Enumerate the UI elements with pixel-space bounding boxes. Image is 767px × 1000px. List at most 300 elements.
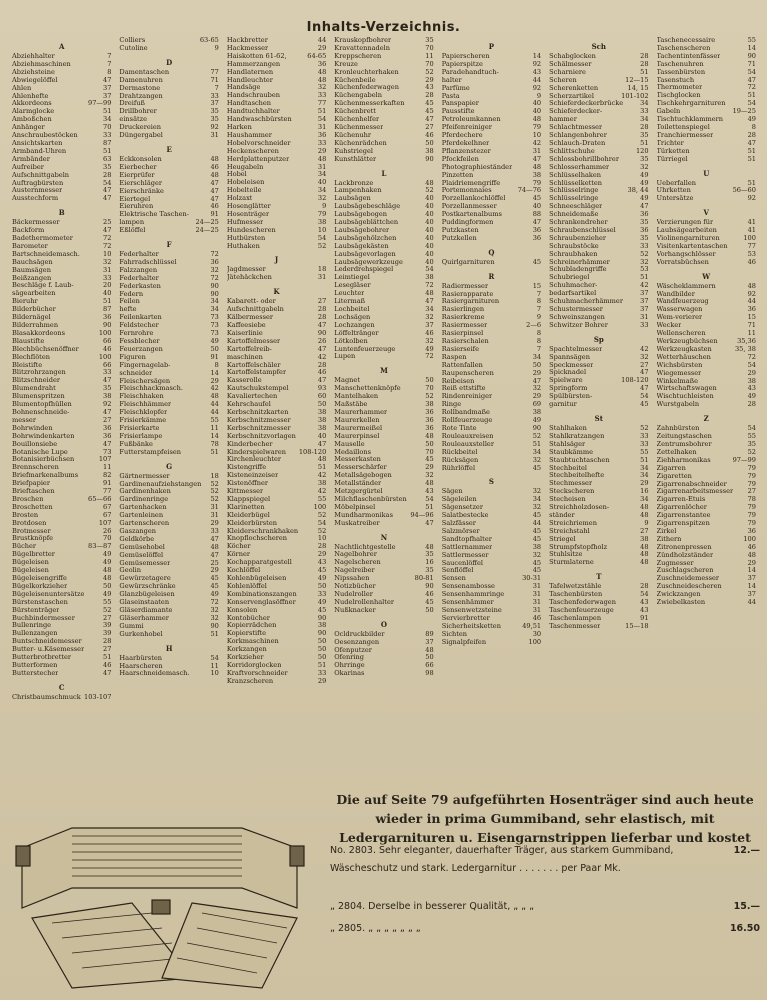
- entry-page: 47: [640, 368, 649, 377]
- entry-name: Werkzeugkasten: [656, 345, 712, 353]
- entry-page: 90: [210, 281, 219, 290]
- entry-name: Bildernägel: [12, 314, 51, 322]
- entry-page: 36: [103, 313, 112, 322]
- index-entry: [442, 140, 541, 148]
- entry-name: Hosenglätter: [226, 203, 271, 211]
- entry-name: Handleuchter: [226, 76, 273, 84]
- index-entry: [549, 607, 648, 615]
- entry-page: 47: [210, 194, 219, 203]
- entry-name: Zwickzangen: [656, 591, 701, 599]
- entry-page: 72: [425, 281, 434, 290]
- entry-page: 45: [532, 526, 542, 535]
- index-entry: [227, 678, 326, 686]
- entry-name: Feilenkarten: [119, 314, 162, 322]
- index-entry: [119, 473, 218, 481]
- entry-page: 47: [747, 75, 756, 84]
- entry-name: Blasakkordeons: [12, 329, 66, 337]
- index-entry: [442, 449, 541, 457]
- index-entry: [442, 631, 541, 639]
- index-entry: [12, 543, 111, 551]
- entry-page: 43: [317, 558, 327, 567]
- index-entry: [12, 187, 111, 195]
- entry-page: 25: [210, 558, 219, 567]
- entry-name: Klarinetten: [226, 503, 265, 511]
- index-entry: [657, 520, 756, 528]
- index-entry: [657, 583, 756, 591]
- entry-page: 51: [532, 439, 542, 448]
- entry-page: 8: [536, 337, 542, 345]
- entry-name: Rührlöffel: [441, 464, 476, 472]
- entry-name: Servierbretter: [441, 614, 490, 622]
- section-letter: St: [594, 413, 603, 423]
- index-entry: [442, 544, 541, 552]
- index-entry: [657, 496, 756, 504]
- entry-page: 50: [532, 360, 542, 369]
- entry-name: Hobel: [226, 171, 247, 179]
- entry-name: Pinzetten: [441, 171, 474, 179]
- entry-page: 14: [747, 43, 756, 52]
- index-entry: [12, 259, 111, 267]
- entry-name: lampen: [119, 219, 145, 227]
- entry-name: Vorhangschlösser: [656, 250, 716, 258]
- entry-name: Federhalter: [119, 251, 159, 259]
- entry-page: 74—76: [517, 186, 542, 195]
- index-entry: [657, 243, 756, 251]
- entry-name: Hobelvorschneider: [226, 139, 291, 147]
- entry-page: 72: [210, 250, 219, 259]
- entry-page: 79: [747, 479, 756, 488]
- index-entry: [119, 370, 218, 378]
- index-entry: [442, 552, 541, 560]
- entry-name: Holzaxt: [226, 195, 253, 203]
- entry-page: 45: [317, 605, 327, 614]
- entry-page: 46: [747, 257, 756, 266]
- entry-page: 40: [317, 178, 327, 187]
- entry-name: Leuchter: [334, 290, 365, 298]
- entry-page: 54: [317, 233, 327, 242]
- entry-page: 77: [210, 67, 219, 76]
- entry-page: 78: [210, 439, 219, 448]
- entry-page: 27: [425, 122, 434, 131]
- index-entry: [442, 433, 541, 441]
- entry-name: Blitzrohrzangen: [12, 369, 66, 377]
- index-entry: [12, 306, 111, 314]
- entry-name: Puddingformen: [441, 219, 494, 227]
- entry-name: Eßlöffel: [119, 227, 146, 235]
- index-entry: [657, 575, 756, 583]
- entry-name: Kopierrädchen: [226, 622, 277, 630]
- index-entry: [12, 607, 111, 615]
- section-letter: Sch: [591, 42, 607, 51]
- index-entry: [12, 528, 111, 536]
- entry-name: Korkmaschinen: [226, 638, 279, 646]
- index-entry: [549, 544, 648, 552]
- index-entry: [227, 464, 326, 472]
- entry-name: Salzfässer: [441, 520, 476, 528]
- index-entry: [442, 441, 541, 449]
- index-entry: [549, 385, 648, 393]
- entry-page: 49: [640, 194, 649, 203]
- entry-page: 46: [317, 368, 327, 377]
- entry-page: 34: [210, 305, 219, 314]
- entry-name: Tranchiermesser: [656, 131, 714, 139]
- entry-page: 48: [103, 566, 112, 575]
- entry-name: Löffeltränger: [334, 329, 379, 337]
- entry-page: 47: [103, 75, 112, 84]
- entry-name: Hutbürsten: [226, 234, 266, 242]
- entry-name: Kohlenlöffel: [226, 582, 267, 590]
- entry-page: 47: [532, 376, 542, 385]
- entry-name: Küchenbeile: [334, 76, 376, 84]
- entry-name: Christbaumschmuck: [12, 693, 81, 701]
- entry-page: 40: [425, 202, 434, 211]
- entry-name: Haarscheren: [119, 662, 163, 670]
- index-entry: [549, 93, 648, 101]
- entry-page: 38: [317, 407, 327, 416]
- entry-page: 35: [747, 439, 756, 448]
- entry-name: Tischtuchklammern: [656, 116, 724, 124]
- entry-name: Kistengriffe: [226, 464, 267, 472]
- index-entry: [442, 227, 541, 235]
- entry-page: 40: [317, 431, 327, 440]
- entry-name: Maurerpinsel: [334, 432, 380, 440]
- entry-name: Knopflochscheren: [226, 535, 288, 543]
- entry-name: Quirlgarnituren: [441, 258, 495, 266]
- entry-name: Rattenfallen: [441, 361, 483, 369]
- index-entry: [334, 551, 433, 559]
- entry-page: 31: [532, 146, 542, 155]
- entry-page: 100: [98, 352, 112, 361]
- entry-name: Zwiebelkasten: [656, 599, 706, 607]
- index-entry: [119, 560, 218, 568]
- index-column: [653, 37, 760, 777]
- entry-page: 32: [425, 336, 434, 345]
- entry-page: 70: [103, 123, 112, 132]
- index-entry: [442, 61, 541, 69]
- index-entry: [119, 591, 218, 599]
- entry-page: 38: [425, 273, 434, 282]
- index-entry: [12, 512, 111, 520]
- entry-page: 70: [425, 43, 434, 52]
- index-entry: [442, 607, 541, 615]
- entry-page: 34: [210, 297, 219, 306]
- index-entry: [549, 528, 648, 536]
- entry-page: 47: [103, 376, 112, 385]
- index-entry: [334, 195, 433, 203]
- index-entry: [227, 559, 326, 567]
- section-letter: K: [273, 287, 280, 297]
- entry-page: 32: [532, 384, 542, 393]
- entry-page: 47: [640, 202, 649, 211]
- entry-name: Zuschlagscheren: [656, 567, 714, 575]
- entry-name: Laubsägearbeiten: [656, 227, 717, 235]
- index-entry: [442, 77, 541, 85]
- entry-page: 40: [425, 233, 434, 242]
- index-entry: [334, 377, 433, 385]
- index-entry: [119, 567, 218, 575]
- entry-name: Hosenträger: [226, 210, 270, 218]
- index-entry: [12, 449, 111, 457]
- entry-page: 48: [317, 154, 327, 163]
- entry-name: Lochbeitel: [334, 306, 370, 313]
- index-entry: [227, 53, 326, 61]
- index-entry: [227, 219, 326, 227]
- entry-name: Austernmesser: [12, 187, 63, 195]
- entry-page: 41: [747, 218, 756, 227]
- entry-page: 33: [210, 526, 219, 535]
- entry-page: 47: [103, 439, 112, 448]
- index-entry: [657, 425, 756, 433]
- section-letter: U: [703, 168, 710, 178]
- entry-page: 40: [425, 218, 434, 227]
- entry-page: 38: [317, 217, 327, 226]
- index-entry: [227, 504, 326, 512]
- entry-name: Ansichtskarten: [12, 139, 63, 147]
- index-entry: [227, 670, 326, 678]
- entry-page: 48: [532, 115, 542, 124]
- entry-name: Visitenkartentaschen: [656, 242, 728, 250]
- entry-page: 32: [532, 503, 542, 512]
- index-entry: [442, 512, 541, 520]
- index-entry: [227, 338, 326, 346]
- offer-price: 15.—: [733, 901, 760, 912]
- entry-page: 32: [317, 194, 327, 203]
- index-entry: [227, 512, 326, 520]
- entry-name: Lesegläser: [334, 282, 371, 290]
- entry-page: 42: [640, 344, 649, 353]
- index-entry: [227, 551, 326, 559]
- entry-page: 49,51: [522, 621, 542, 630]
- index-entry: [227, 385, 326, 393]
- offer-text: „ 2804. Derselbe in besserer Qualität, „ „ „: [330, 901, 535, 912]
- index-entry: [12, 338, 111, 346]
- entry-name: Kravattennadeln: [334, 44, 391, 52]
- entry-page: 35: [425, 37, 434, 44]
- entry-name: Sichten: [441, 630, 468, 638]
- entry-page: 79: [747, 463, 756, 472]
- index-entry: [442, 203, 541, 211]
- entry-page: 54: [747, 67, 756, 76]
- entry-name: Nagelreiber: [334, 567, 375, 575]
- entry-page: 47: [103, 407, 112, 416]
- index-entry: [334, 393, 433, 401]
- index-entry: [227, 409, 326, 417]
- index-entry: [442, 393, 541, 401]
- entry-name: Litermaß: [334, 298, 366, 306]
- entry-page: 36: [210, 257, 219, 266]
- section-letter: C: [58, 682, 65, 692]
- entry-page: 47: [532, 218, 542, 227]
- entry-name: Metallständer: [334, 480, 382, 488]
- entry-name: Werkzeugbüchsen: [656, 338, 718, 345]
- index-entry: [549, 140, 648, 148]
- entry-page: 48: [425, 645, 434, 654]
- entry-name: Laubsägebeschläge: [334, 203, 401, 211]
- entry-page: 51: [425, 502, 434, 511]
- entry-name: Haarbürsten: [119, 654, 162, 662]
- entry-page: 45: [532, 257, 542, 266]
- entry-name: Salzmörser: [441, 527, 480, 535]
- entry-page: 38: [532, 542, 542, 551]
- entry-page: 10: [317, 534, 327, 543]
- index-columns: [8, 37, 760, 777]
- index-entry: [119, 93, 218, 101]
- entry-page: 73: [210, 313, 219, 322]
- entry-name: Maurerhammer: [334, 408, 388, 416]
- entry-name: Bügeleisen: [12, 567, 49, 575]
- entry-name: Porzellanmesser: [441, 203, 497, 211]
- entry-name: Nachtlichtgestelle: [334, 543, 396, 551]
- index-entry: [119, 623, 218, 631]
- index-entry: [12, 472, 111, 480]
- entry-name: Rollbandmaße: [441, 409, 490, 417]
- entry-page: 66: [103, 360, 112, 369]
- entry-page: 32: [103, 257, 112, 266]
- index-entry: [119, 306, 218, 314]
- index-entry: [442, 291, 541, 299]
- entry-name: Gärtnermesser: [119, 472, 170, 480]
- entry-page: 38: [317, 479, 327, 488]
- index-entry: [334, 417, 433, 425]
- entry-page: 33: [103, 131, 112, 140]
- entry-name: Stechbeitel: [549, 464, 588, 472]
- offer-line: [330, 920, 760, 938]
- entry-page: 36: [532, 233, 542, 242]
- index-entry: [657, 251, 756, 259]
- entry-name: Kerbschnitzmesser: [226, 424, 291, 432]
- entry-page: 34: [532, 495, 542, 504]
- index-entry: [227, 638, 326, 646]
- index-entry: [442, 172, 541, 180]
- offer-text: No. 2803. Sehr eleganter, dauerhafter Träger, aus starkem Gummiband, Wäscheschutz und stark. Ledergarnitur . . . . . . . per Paar Mk.: [330, 845, 674, 874]
- index-entry: [227, 362, 326, 370]
- entry-name: Blechflöten: [12, 353, 50, 361]
- entry-page: 33: [103, 368, 112, 377]
- entry-page: 51: [640, 273, 649, 282]
- entry-name: Bücher: [12, 543, 37, 551]
- index-entry: [442, 306, 541, 314]
- entry-name: Kraftvorschneider: [226, 669, 288, 677]
- entry-page: 72: [747, 83, 756, 92]
- entry-page: 40: [103, 289, 112, 298]
- entry-name: Fleischhämmer: [119, 401, 172, 409]
- entry-name: Küchenbrett: [334, 108, 376, 116]
- entry-page: 90: [425, 582, 434, 591]
- entry-name: Salatbestecke: [441, 512, 489, 520]
- entry-page: 60: [317, 392, 327, 401]
- entry-page: 79: [317, 209, 327, 218]
- entry-page: 33: [317, 668, 327, 677]
- entry-page: 48: [210, 542, 219, 551]
- index-entry: [442, 100, 541, 108]
- entry-name: Barometer: [12, 242, 48, 250]
- entry-page: 48: [640, 558, 649, 567]
- index-entry: [657, 195, 756, 203]
- entry-name: Gläserdiamante: [119, 607, 173, 614]
- entry-page: 54: [317, 115, 327, 124]
- entry-name: Kaiserlinie: [226, 329, 263, 337]
- index-entry: [334, 401, 433, 409]
- entry-page: 16: [640, 487, 649, 496]
- index-entry: [657, 560, 756, 568]
- index-entry: [657, 473, 756, 481]
- index-entry: [657, 45, 756, 53]
- index-entry: [334, 92, 433, 100]
- entry-name: Hammerzangen: [226, 60, 281, 68]
- entry-name: Sandtopfhalter: [441, 535, 492, 543]
- entry-page: 51: [747, 178, 756, 187]
- index-entry: [12, 267, 111, 275]
- entry-name: Zahnbürsten: [656, 425, 700, 433]
- entry-name: Schieferdecker-: [549, 108, 603, 116]
- entry-page: 40: [425, 241, 434, 250]
- entry-name: Wem-verierer: [656, 314, 703, 322]
- entry-name: Stahlkratzangen: [549, 432, 605, 440]
- entry-name: Schlauch-Draten: [549, 139, 606, 147]
- entry-page: 32: [210, 606, 219, 614]
- section-letter: H: [165, 643, 173, 653]
- entry-name: Feuerzangen: [119, 345, 163, 353]
- entry-name: Kreuze: [334, 60, 358, 68]
- entry-name: Okarinas: [334, 670, 365, 678]
- entry-page: 32: [210, 613, 219, 622]
- entry-page: 8: [214, 360, 219, 369]
- index-entry: [334, 298, 433, 306]
- index-entry: [119, 346, 218, 354]
- entry-page: 34: [640, 471, 649, 480]
- entry-page: 8: [536, 297, 542, 306]
- index-entry: [549, 251, 648, 259]
- entry-page: 54: [747, 360, 756, 369]
- entry-name: Kleiderbügel: [226, 511, 270, 519]
- entry-name: Armband-Uhren: [12, 147, 67, 155]
- index-entry: [119, 251, 218, 259]
- index-entry: [549, 314, 648, 322]
- entry-name: Jagdmesser: [226, 266, 266, 274]
- entry-name: Küchenmesserkaften: [334, 100, 405, 108]
- entry-name: Schlüsselringe: [549, 195, 599, 203]
- entry-page: 35: [210, 107, 219, 116]
- entry-page: 48: [317, 455, 327, 464]
- index-entry: [334, 456, 433, 464]
- entry-page: 7: [536, 344, 542, 353]
- entry-name: Armbänder: [12, 155, 50, 163]
- entry-name: Badethermometer: [12, 235, 73, 243]
- entry-page: 15—18: [625, 621, 649, 630]
- entry-page: 29: [425, 463, 434, 472]
- entry-page: 48: [640, 510, 649, 519]
- entry-name: Schwitzer Bohrer: [549, 321, 608, 329]
- entry-name: Korkzieher: [226, 654, 264, 662]
- entry-page: 91: [103, 479, 112, 488]
- index-entry: [549, 148, 648, 156]
- index-entry: [12, 520, 111, 528]
- entry-page: 55: [747, 37, 756, 44]
- entry-name: Frisierkämme: [119, 417, 167, 425]
- index-entry: [657, 306, 756, 314]
- index-entry: [227, 330, 326, 338]
- index-entry: [334, 100, 433, 108]
- entry-name: Leimtiegel: [334, 274, 370, 282]
- entry-page: 42: [532, 138, 542, 147]
- index-entry: [227, 401, 326, 409]
- entry-page: 34: [640, 115, 649, 124]
- index-entry: [227, 449, 326, 457]
- entry-name: Botanische Lupe: [12, 448, 68, 456]
- index-entry: [227, 298, 326, 306]
- entry-name: Senflöffel: [441, 567, 474, 575]
- index-entry: [119, 544, 218, 552]
